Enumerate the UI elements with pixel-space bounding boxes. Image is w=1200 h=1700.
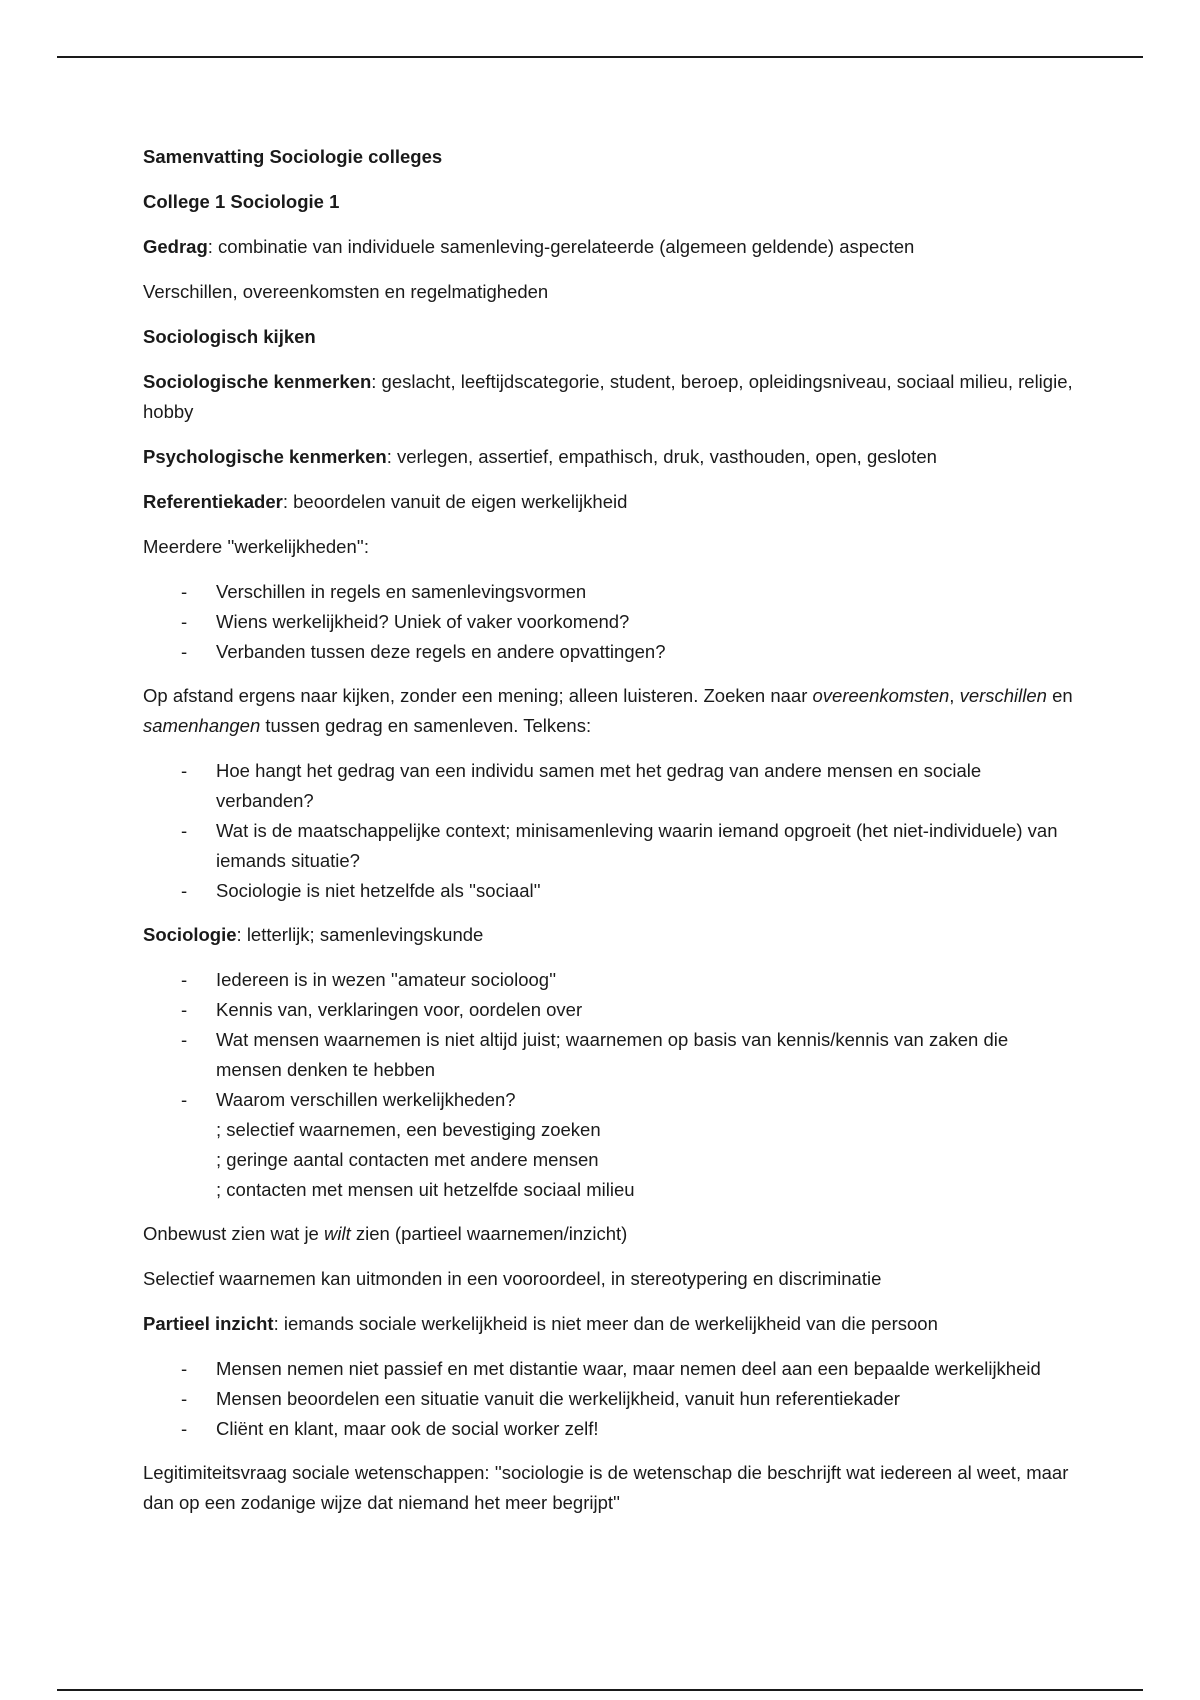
sociologische-kenmerken-term: Sociologische kenmerken [143, 371, 372, 392]
dash-bullet: - [181, 1029, 188, 1050]
sociologie-list [143, 965, 1073, 1205]
dash-bullet: - [181, 1388, 188, 1409]
sociologische-kenmerken-definition [143, 367, 1073, 427]
dash-bullet: - [181, 1418, 188, 1439]
list-subline: ; selectief waarnemen, een bevestiging zoeken [216, 1119, 601, 1140]
partieel-inzicht-list [143, 1354, 1073, 1444]
list-item: - Wat is de maatschappelijke context; minisamenleving waarin iemand opgroeit (het niet-individuele) van iemands situatie? [143, 816, 1073, 876]
dash-bullet: - [181, 1358, 188, 1379]
list-item: - Iedereen is in wezen ''amateur socioloog'' [143, 965, 1073, 995]
verschillen-line: Verschillen, overeenkomsten en regelmatigheden [143, 281, 549, 302]
list-item: - Waarom verschillen werkelijkheden? ; selectief waarnemen, een bevestiging zoeken ; geringe aantal contacten met andere mensen ; contacten met mensen uit hetzelfde sociaal milieu [143, 1085, 1073, 1205]
sociologische-kenmerken-text: : geslacht, leeftijdscategorie, student, beroep, opleidingsniveau, sociaal milieu, religie, hobby [143, 371, 1073, 422]
dash-bullet: - [181, 1089, 188, 1110]
gedrag-text: : combinatie van individuele samenleving-gerelateerde (algemeen geldende) aspecten [207, 236, 915, 257]
top-rule [57, 56, 1143, 58]
document-title: Samenvatting Sociologie colleges [143, 146, 443, 167]
partieel-inzicht-term: Partieel inzicht [143, 1313, 274, 1334]
partieel-inzicht-definition [143, 1309, 1073, 1339]
list-item: - Verschillen in regels en samenlevingsvormen [143, 577, 1073, 607]
list-subline: ; contacten met mensen uit hetzelfde sociaal milieu [216, 1179, 635, 1200]
list-item: - Mensen nemen niet passief en met distantie waar, maar nemen deel aan een bepaalde werkelijkheid [143, 1354, 1073, 1384]
sociologie-term: Sociologie [143, 924, 237, 945]
dash-bullet: - [181, 760, 188, 781]
list-subline: ; geringe aantal contacten met andere mensen [216, 1149, 599, 1170]
referentiekader-text: : beoordelen vanuit de eigen werkelijkheid [282, 491, 628, 512]
dash-bullet: - [181, 581, 188, 602]
telkens-list [143, 756, 1073, 906]
psychologische-kenmerken-term: Psychologische kenmerken [143, 446, 387, 467]
dash-bullet: - [181, 820, 188, 841]
list-item: - Mensen beoordelen een situatie vanuit die werkelijkheid, vanuit hun referentiekader [143, 1384, 1073, 1414]
sociologisch-kijken-heading: Sociologisch kijken [143, 326, 316, 347]
dash-bullet: - [181, 880, 188, 901]
list-item: - Wat mensen waarnemen is niet altijd juist; waarnemen op basis van kennis/kennis van zaken die mensen denken te hebben [143, 1025, 1073, 1085]
bottom-rule [57, 1689, 1143, 1691]
werkelijkheden-list [143, 577, 1073, 667]
dash-bullet: - [181, 641, 188, 662]
list-item: - Kennis van, verklaringen voor, oordelen over [143, 995, 1073, 1025]
partieel-inzicht-text: : iemands sociale werkelijkheid is niet meer dan de werkelijkheid van die persoon [273, 1313, 938, 1334]
legitimiteit-paragraph: Legitimiteitsvraag sociale wetenschappen: ''sociologie is de wetenschap die beschrijft wat iedereen al weet, maar dan op een zodanige wijze dat niemand het meer begrijpt'' [143, 1462, 1069, 1513]
list-item: - Sociologie is niet hetzelfde als ''sociaal'' [143, 876, 1073, 906]
sociologie-definition [143, 920, 1073, 950]
psychologische-kenmerken-definition [143, 442, 1073, 472]
afstand-paragraph: Op afstand ergens naar kijken, zonder een mening; alleen luisteren. Zoeken naar overeenkomsten, verschillen en samenhangen tussen gedrag en samenleven. Telkens: [143, 685, 1073, 736]
list-item: - Verbanden tussen deze regels en andere opvattingen? [143, 637, 1073, 667]
document-body [143, 142, 1073, 1533]
dash-bullet: - [181, 999, 188, 1020]
gedrag-term: Gedrag [143, 236, 208, 257]
sociologie-text: : letterlijk; samenlevingskunde [236, 924, 484, 945]
list-item: - Wiens werkelijkheid? Uniek of vaker voorkomend? [143, 607, 1073, 637]
meerdere-werkelijkheden-line: Meerdere ''werkelijkheden'': [143, 536, 369, 557]
list-item: - Cliënt en klant, maar ook de social worker zelf! [143, 1414, 1073, 1444]
college-heading: College 1 Sociologie 1 [143, 191, 340, 212]
list-item: - Hoe hangt het gedrag van een individu samen met het gedrag van andere mensen en sociale verbanden? [143, 756, 1073, 816]
onbewust-line: Onbewust zien wat je wilt zien (partieel waarnemen/inzicht) [143, 1223, 628, 1244]
dash-bullet: - [181, 969, 188, 990]
dash-bullet: - [181, 611, 188, 632]
selectief-line: Selectief waarnemen kan uitmonden in een vooroordeel, in stereotypering en discriminatie [143, 1268, 882, 1289]
gedrag-definition [143, 232, 1073, 262]
referentiekader-definition [143, 487, 1073, 517]
referentiekader-term: Referentiekader [143, 491, 283, 512]
psychologische-kenmerken-text: : verlegen, assertief, empathisch, druk, vasthouden, open, gesloten [386, 446, 937, 467]
